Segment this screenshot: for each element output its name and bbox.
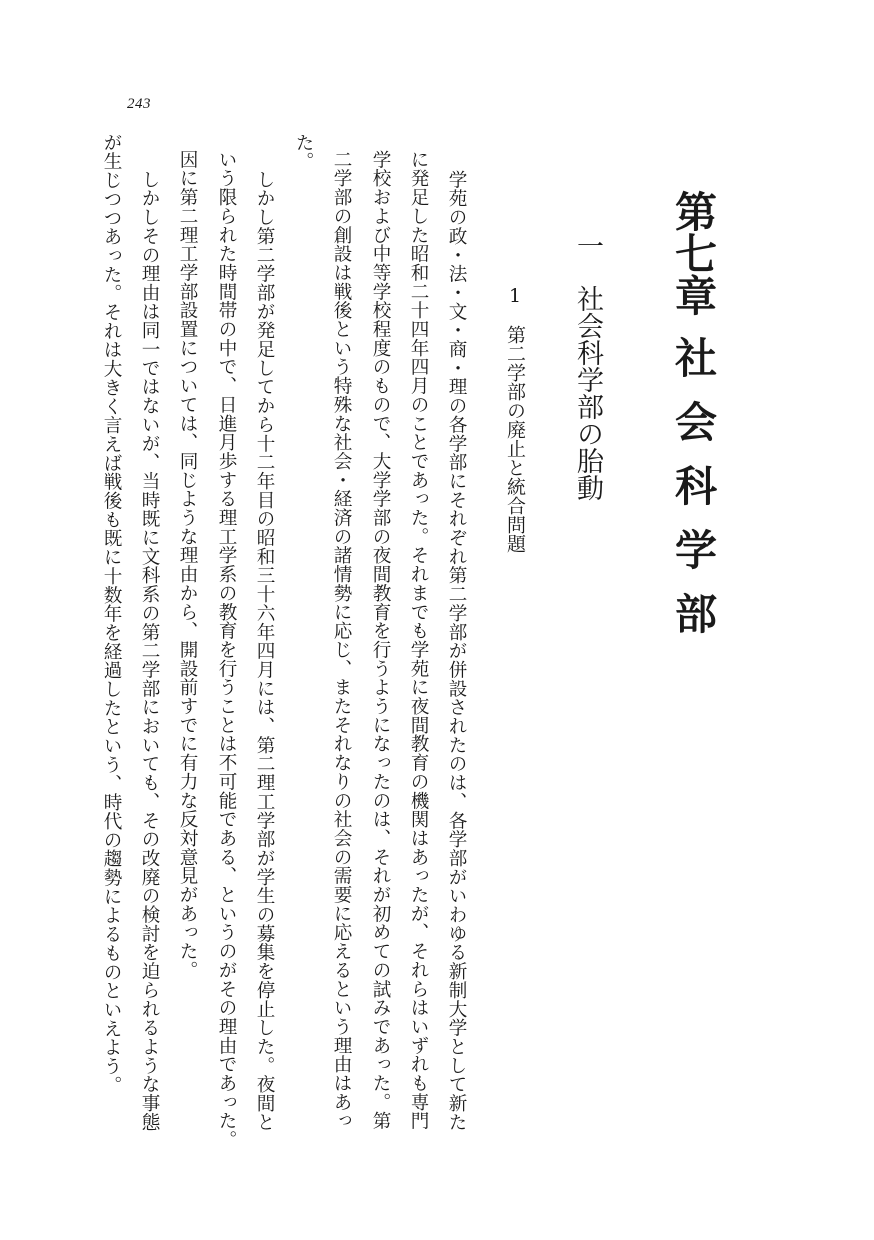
chapter-title (668, 190, 718, 656)
section-name: 社会科学部の胎動 (572, 285, 603, 501)
subsection-title (500, 285, 524, 553)
body-line: いう限られた時間帯の中で、日進月歩する理工学系の教育を行うことは不可能である、というのがその理由であった。 (216, 150, 237, 1150)
section-title (569, 232, 601, 501)
body-line: に発足した昭和二十四年四月のことであった。それまでも学苑に夜間教育の機関はあったが、それらはいずれも専門 (408, 150, 429, 1131)
body-line: しかし第二学部が発足してから十二年目の昭和三十六年四月には、第二理工学部が学生の募集を停止した。夜間と (254, 170, 275, 1132)
subsection-number: 1 (504, 285, 526, 307)
section-number: 一 (572, 232, 603, 259)
body-line: 学苑の政・法・文・商・理の各学部にそれぞれ第二学部が併設されたのは、各学部がいわゆる新制大学として新た (446, 170, 467, 1132)
body-line: しかしその理由は同一ではないが、当時既に文科系の第二学部においても、その改廃の検討を迫られるような事態 (139, 170, 160, 1132)
subsection-name: 第二学部の廃止と統合問題 (504, 325, 526, 553)
page-number: 243 (127, 96, 151, 112)
chapter-label: 第七章 (669, 190, 718, 316)
chapter-name: 社会科学部 (669, 336, 718, 656)
body-line: が生じつつあった。それは大きく言えば戦後も既に十数年を経過したという、時代の趨勢によるものといえよう。 (101, 133, 122, 1095)
body-line: た。 (293, 133, 314, 171)
body-line: 学校および中等学校程度のもので、大学学部の夜間教育を行うようになったのは、それが初めての試みであった。第 (370, 150, 391, 1131)
body-line: 二学部の創設は戦後という特殊な社会・経済の諸情勢に応じ、またそれなりの社会の需要に応えるという理由はあっ (331, 150, 352, 1131)
body-line: 因に第二理工学部設置については、同じような理由から、開設前すでに有力な反対意見があった。 (177, 150, 198, 980)
